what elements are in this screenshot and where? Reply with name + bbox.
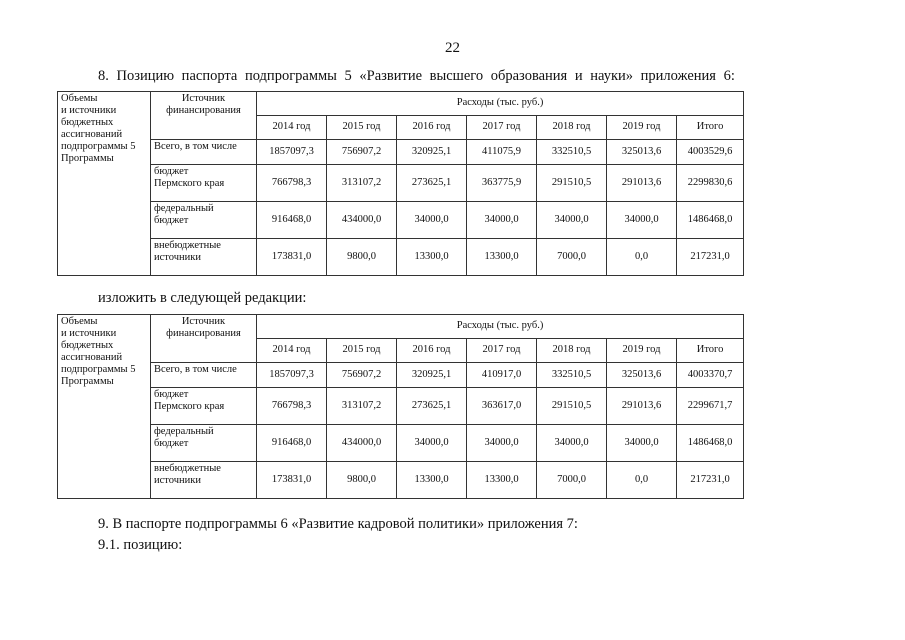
row-label: Всего, в том числе [151, 363, 257, 388]
row-label: бюджет Пермского края [151, 165, 257, 202]
value-cell: 34000,0 [397, 202, 467, 239]
value-cell: 0,0 [607, 239, 677, 276]
value-cell: 273625,1 [397, 165, 467, 202]
table-row [58, 202, 744, 239]
value-cell: 766798,3 [257, 165, 327, 202]
value-cell: 34000,0 [537, 425, 607, 462]
value-cell: 7000,0 [537, 462, 607, 499]
value-cell: 313107,2 [327, 388, 397, 425]
expenses-header: Расходы (тыс. руб.) [257, 315, 744, 339]
value-cell: 13300,0 [397, 462, 467, 499]
value-cell: 34000,0 [607, 202, 677, 239]
row-label: Всего, в том числе [151, 140, 257, 165]
table-row [58, 462, 744, 499]
paragraph-item-8: 8. Позицию паспорта подпрограммы 5 «Развитие высшего образования и науки» приложения 6: [98, 68, 735, 84]
row-label: внебюджетные источники [151, 462, 257, 499]
page-number: 22 [445, 40, 460, 56]
value-cell: 325013,6 [607, 363, 677, 388]
value-cell: 291510,5 [537, 388, 607, 425]
total-cell: 217231,0 [677, 462, 744, 499]
value-cell: 13300,0 [467, 239, 537, 276]
value-cell: 363775,9 [467, 165, 537, 202]
value-cell: 13300,0 [467, 462, 537, 499]
value-cell: 34000,0 [467, 425, 537, 462]
row-header-cell: Объемы и источники бюджетных ассигнований подпрограммы 5 Программы [58, 315, 151, 499]
total-header: Итого [677, 339, 744, 363]
value-cell: 7000,0 [537, 239, 607, 276]
value-cell: 291013,6 [607, 165, 677, 202]
year-header: 2017 год [467, 339, 537, 363]
value-cell: 34000,0 [467, 202, 537, 239]
year-header: 2015 год [327, 116, 397, 140]
table-row [58, 363, 744, 388]
paragraph-item-9: 9. В паспорте подпрограммы 6 «Развитие кадровой политики» приложения 7: [98, 516, 578, 532]
value-cell: 0,0 [607, 462, 677, 499]
total-cell: 2299671,7 [677, 388, 744, 425]
year-header: 2014 год [257, 116, 327, 140]
value-cell: 13300,0 [397, 239, 467, 276]
value-cell: 1857097,3 [257, 363, 327, 388]
value-cell: 766798,3 [257, 388, 327, 425]
total-cell: 1486468,0 [677, 202, 744, 239]
row-label: федеральный бюджет [151, 202, 257, 239]
paragraph-new-edition: изложить в следующей редакции: [98, 290, 307, 306]
value-cell: 34000,0 [607, 425, 677, 462]
table-row [58, 140, 744, 165]
value-cell: 173831,0 [257, 462, 327, 499]
year-header: 2016 год [397, 116, 467, 140]
table-row [58, 239, 744, 276]
value-cell: 756907,2 [327, 140, 397, 165]
total-cell: 1486468,0 [677, 425, 744, 462]
row-label: внебюджетные источники [151, 239, 257, 276]
year-header: 2019 год [607, 116, 677, 140]
value-cell: 363617,0 [467, 388, 537, 425]
value-cell: 410917,0 [467, 363, 537, 388]
year-header: 2017 год [467, 116, 537, 140]
row-label: бюджет Пермского края [151, 388, 257, 425]
value-cell: 756907,2 [327, 363, 397, 388]
value-cell: 332510,5 [537, 363, 607, 388]
total-cell: 4003370,7 [677, 363, 744, 388]
value-cell: 411075,9 [467, 140, 537, 165]
row-header-cell: Объемы и источники бюджетных ассигнований подпрограммы 5 Программы [58, 92, 151, 276]
row-label: федеральный бюджет [151, 425, 257, 462]
value-cell: 434000,0 [327, 425, 397, 462]
year-header: 2018 год [537, 339, 607, 363]
budget-table-new [57, 314, 744, 499]
table-row [58, 388, 744, 425]
year-header: 2015 год [327, 339, 397, 363]
source-header: Источник финансирования [151, 315, 257, 363]
total-cell: 4003529,6 [677, 140, 744, 165]
value-cell: 1857097,3 [257, 140, 327, 165]
value-cell: 9800,0 [327, 239, 397, 276]
source-header: Источник финансирования [151, 92, 257, 140]
budget-table-original [57, 91, 744, 276]
value-cell: 916468,0 [257, 425, 327, 462]
year-header: 2016 год [397, 339, 467, 363]
value-cell: 320925,1 [397, 363, 467, 388]
year-header: 2014 год [257, 339, 327, 363]
value-cell: 173831,0 [257, 239, 327, 276]
value-cell: 34000,0 [397, 425, 467, 462]
value-cell: 313107,2 [327, 165, 397, 202]
paragraph-item-9-1: 9.1. позицию: [98, 537, 183, 553]
value-cell: 291013,6 [607, 388, 677, 425]
table-row [58, 165, 744, 202]
year-header: 2018 год [537, 116, 607, 140]
value-cell: 9800,0 [327, 462, 397, 499]
total-cell: 217231,0 [677, 239, 744, 276]
total-header: Итого [677, 116, 744, 140]
value-cell: 325013,6 [607, 140, 677, 165]
value-cell: 434000,0 [327, 202, 397, 239]
value-cell: 332510,5 [537, 140, 607, 165]
year-header: 2019 год [607, 339, 677, 363]
value-cell: 291510,5 [537, 165, 607, 202]
value-cell: 34000,0 [537, 202, 607, 239]
value-cell: 916468,0 [257, 202, 327, 239]
value-cell: 320925,1 [397, 140, 467, 165]
table-row [58, 425, 744, 462]
value-cell: 273625,1 [397, 388, 467, 425]
total-cell: 2299830,6 [677, 165, 744, 202]
expenses-header: Расходы (тыс. руб.) [257, 92, 744, 116]
